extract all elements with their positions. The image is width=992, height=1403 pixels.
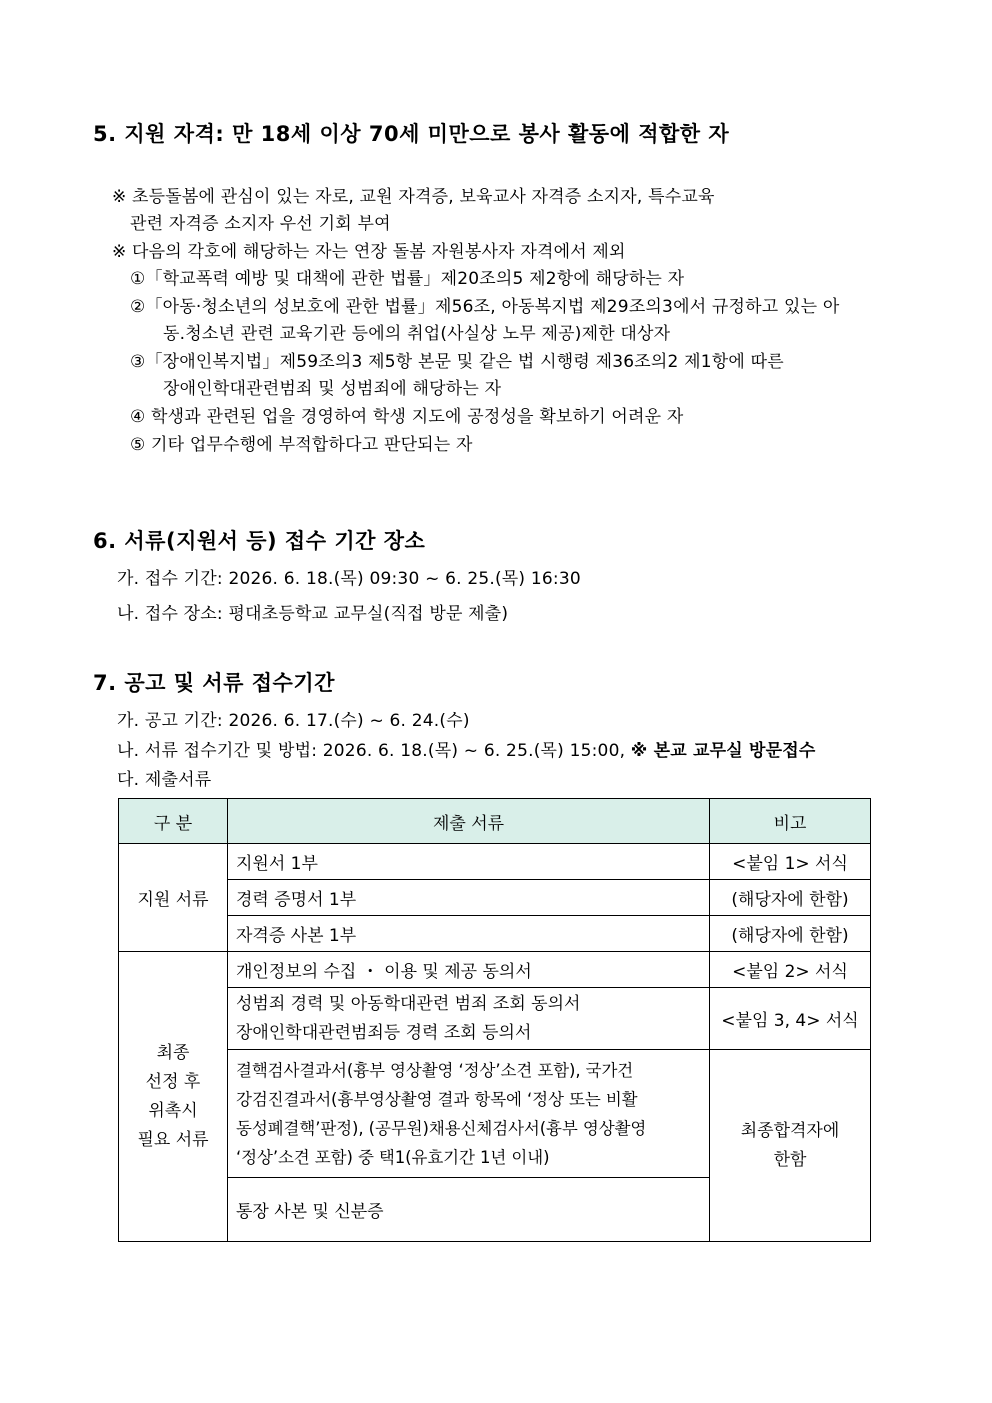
final-note-line: 한함 — [773, 1149, 807, 1170]
submission-method-text: 나. 서류 접수기간 및 방법: 2026. 6. 18.(목) ~ 6. 25.(목) 15:00, — [117, 741, 631, 761]
section7-notice-period: 가. 공고 기간: 2026. 6. 17.(수) ~ 6. 24.(수) — [117, 711, 470, 731]
doc-cell: 자격증 사본 1부 — [228, 916, 710, 952]
note-cell: <붙임 2> 서식 — [710, 952, 871, 988]
doc-line: 결핵검사결과서(흉부 영상촬영 ‘정상’소견 포함), 국가건 — [236, 1061, 634, 1080]
section5-item2-line1: ②「아동·청소년의 성보호에 관한 법률」제56조, 아동복지법 제29조의3에서 규정하고 있는 아 — [130, 297, 840, 317]
doc-line: 동성폐결핵’판정), (공무원)채용신체검사서(흉부 영상촬영 — [236, 1119, 647, 1138]
note-cell: (해당자에 한함) — [710, 916, 871, 952]
section6-place: 나. 접수 장소: 평대초등학교 교무실(직접 방문 제출) — [117, 604, 509, 624]
note-cell: <붙임 3, 4> 서식 — [710, 988, 871, 1050]
submission-method-bold: ※ 본교 교무실 방문접수 — [630, 741, 816, 761]
group2-label-line: 최종 — [156, 1042, 190, 1063]
note-cell: <붙임 1> 서식 — [710, 844, 871, 880]
section6-period: 가. 접수 기간: 2026. 6. 18.(목) 09:30 ~ 6. 25.(목) 16:30 — [117, 569, 581, 589]
group1-label: 지원 서류 — [119, 844, 228, 952]
doc-cell: 지원서 1부 — [228, 844, 710, 880]
section5-item1: ①「학교폭력 예방 및 대책에 관한 법률」제20조의5 제2항에 해당하는 자 — [130, 269, 685, 289]
table-header-row — [119, 799, 871, 844]
doc-cell: 경력 증명서 1부 — [228, 880, 710, 916]
section5-item3-line1: ③「장애인복지법」제59조의3 제5항 본문 및 같은 법 시행령 제36조의2 제1항에 따른 — [130, 352, 784, 372]
section7-documents-label: 다. 제출서류 — [117, 770, 212, 790]
doc-cell — [228, 988, 710, 1050]
doc-cell: 개인정보의 수집 ・ 이용 및 제공 동의서 — [228, 952, 710, 988]
group2-label-line: 위촉시 — [148, 1100, 198, 1121]
final-note-line: 최종합격자에 — [740, 1120, 840, 1141]
note-cell: (해당자에 한함) — [710, 880, 871, 916]
doc-cell: 통장 사본 및 신분증 — [228, 1178, 710, 1242]
table-row — [119, 1050, 871, 1178]
group2-label — [119, 952, 228, 1242]
table-row — [119, 952, 871, 988]
table-row — [119, 988, 871, 1050]
header-note: 비고 — [710, 799, 871, 844]
doc-line: ‘정상’소견 포함) 중 택1(유효기간 1년 이내) — [236, 1148, 550, 1167]
final-note-cell — [710, 1050, 871, 1242]
group2-label-line: 선정 후 — [145, 1071, 201, 1092]
section5-heading: 5. 지원 자격: 만 18세 이상 70세 미만으로 봉사 활동에 적합한 자 — [93, 122, 730, 146]
doc-line: 성범죄 경력 및 아동학대관련 범죄 조회 동의서 — [236, 993, 581, 1014]
doc-cell — [228, 1050, 710, 1178]
doc-line: 장애인학대관련범죄등 경력 조회 등의서 — [236, 1022, 532, 1043]
section5-item3-line2: 장애인학대관련범죄 및 성범죄에 해당하는 자 — [163, 379, 502, 399]
header-document: 제출 서류 — [228, 799, 710, 844]
table-row — [119, 880, 871, 916]
documents-table — [118, 798, 871, 1242]
section5-note2: ※ 다음의 각호에 해당하는 자는 연장 돌봄 자원봉사자 자격에서 제외 — [112, 242, 626, 262]
group2-label-line: 필요 서류 — [137, 1129, 209, 1150]
section7-heading: 7. 공고 및 서류 접수기간 — [93, 671, 335, 695]
section7-submission-method — [117, 736, 815, 761]
section5-note1-line1: ※ 초등돌봄에 관심이 있는 자로, 교원 자격증, 보육교사 자격증 소지자, 특수교육 — [112, 187, 715, 207]
section6-heading: 6. 서류(지원서 등) 접수 기간 장소 — [93, 529, 426, 553]
section5-note1-line2: 관련 자격증 소지자 우선 기회 부여 — [130, 214, 391, 234]
header-category: 구 분 — [119, 799, 228, 844]
table-row — [119, 916, 871, 952]
section5-item5: ⑤ 기타 업무수행에 부적합하다고 판단되는 자 — [130, 435, 473, 455]
table-row — [119, 844, 871, 880]
section5-item2-line2: 동.청소년 관련 교육기관 등에의 취업(사실상 노무 제공)제한 대상자 — [163, 324, 671, 344]
doc-line: 강검진결과서(흉부영상촬영 결과 항목에 ‘정상 또는 비활 — [236, 1090, 638, 1109]
section5-item4: ④ 학생과 관련된 업을 경영하여 학생 지도에 공정성을 확보하기 어려운 자 — [130, 407, 684, 427]
